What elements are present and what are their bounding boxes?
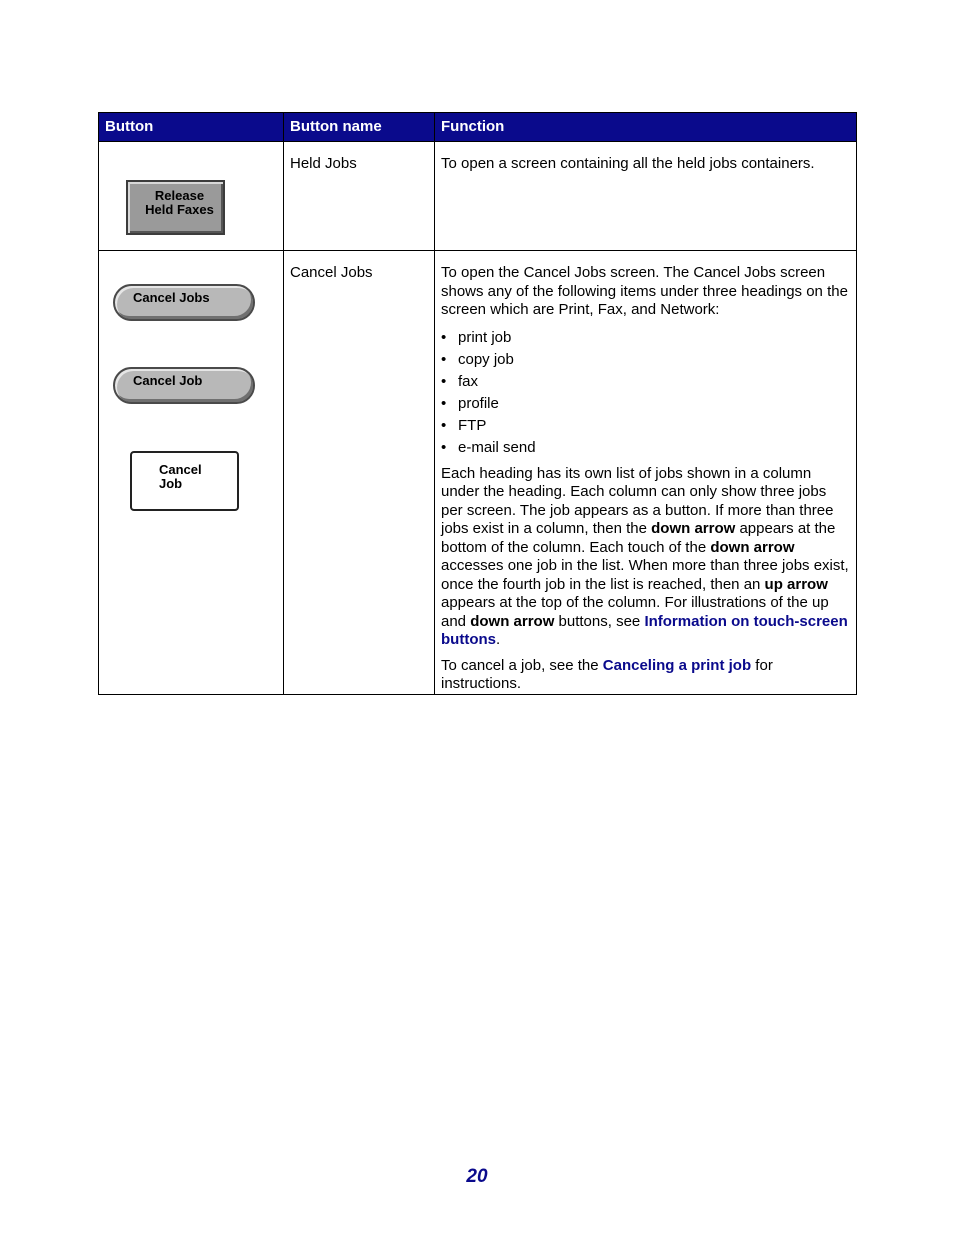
function-cell: [435, 142, 857, 251]
cancel-jobs-label: Cancel Jobs: [133, 290, 210, 305]
page-number: 20: [466, 1166, 488, 1187]
canceling-print-job-link[interactable]: Canceling a print job: [602, 656, 752, 674]
release-held-faxes-label: Release Held Faxes: [145, 188, 214, 217]
list-item: [441, 327, 850, 349]
button-name: Cancel Jobs: [290, 264, 373, 281]
list-item-text: e-mail send: [458, 438, 536, 456]
table-row: [99, 142, 857, 251]
text-span: buttons, see: [554, 612, 645, 630]
list-item-text: fax: [458, 372, 479, 390]
list-item: [441, 437, 850, 459]
text-span: accesses one job in the list. When more than three jobs exist, once the fourth job in the list is reached, then an: [441, 557, 849, 593]
header-button: Button: [99, 113, 284, 142]
bold-term: down arrow: [710, 538, 795, 556]
cancel-jobs-button: [113, 284, 255, 321]
bullet: •: [441, 438, 447, 456]
cancel-job-outline-button: [130, 451, 239, 511]
bold-term: down arrow: [470, 612, 555, 630]
cancel-job-outline-label: Cancel Job: [159, 462, 202, 491]
text-span: Each heading has its own list of jobs shown in a column under the heading. Each column can only show three jobs per screen. The job appears as a button. If more than three jobs exist in a column, then the: [441, 464, 834, 537]
bullet: •: [441, 416, 447, 434]
bullet: •: [441, 328, 447, 346]
table-header-row: [99, 113, 857, 142]
list-item-text: print job: [458, 328, 512, 346]
header-function: Function: [435, 113, 857, 142]
cancel-job-pill-button: [113, 367, 255, 404]
text-span: .: [495, 631, 501, 648]
bullet: •: [441, 394, 447, 412]
cancel-job-pill-label: Cancel Job: [133, 373, 203, 388]
touch-screen-buttons-link[interactable]: Information on touch-screen buttons: [441, 612, 848, 648]
release-held-faxes-button: [126, 180, 225, 235]
function-cell: [435, 251, 857, 695]
list-item: [441, 393, 850, 415]
button-name-cell: [284, 251, 435, 695]
text-span: appears at the top of the column. For illustrations of the up and: [441, 594, 829, 630]
list-item-text: copy job: [458, 350, 514, 368]
list-item: [441, 371, 850, 393]
button-image-cell: [99, 251, 284, 695]
text-span: To cancel a job, see the: [441, 656, 603, 674]
function-text: To open a screen containing all the held jobs containers.: [441, 155, 815, 172]
list-item: [441, 349, 850, 371]
list-item: [441, 415, 850, 437]
bold-term: down arrow: [651, 520, 736, 537]
button-name: Held Jobs: [290, 155, 357, 172]
text-span: appears at the bottom of the column. Each touch of the: [441, 520, 836, 556]
button-reference-table: [98, 112, 857, 695]
list-item-text: FTP: [458, 416, 487, 434]
list-item-text: profile: [458, 394, 499, 412]
function-intro: To open the Cancel Jobs screen. The Cancel Jobs screen shows any of the following items under three headings on the screen which are Print, Fax, and Network:: [441, 264, 848, 318]
table-row: [99, 251, 857, 695]
bold-term: up arrow: [764, 575, 828, 593]
function-paragraph: [441, 657, 850, 694]
function-paragraph: [441, 465, 850, 650]
bullet: •: [441, 372, 447, 390]
bullet: •: [441, 350, 447, 368]
job-type-list: [441, 327, 850, 459]
header-button-name: Button name: [284, 113, 435, 142]
text-span: for instructions.: [441, 656, 773, 692]
button-image-cell: [99, 142, 284, 251]
button-name-cell: [284, 142, 435, 251]
